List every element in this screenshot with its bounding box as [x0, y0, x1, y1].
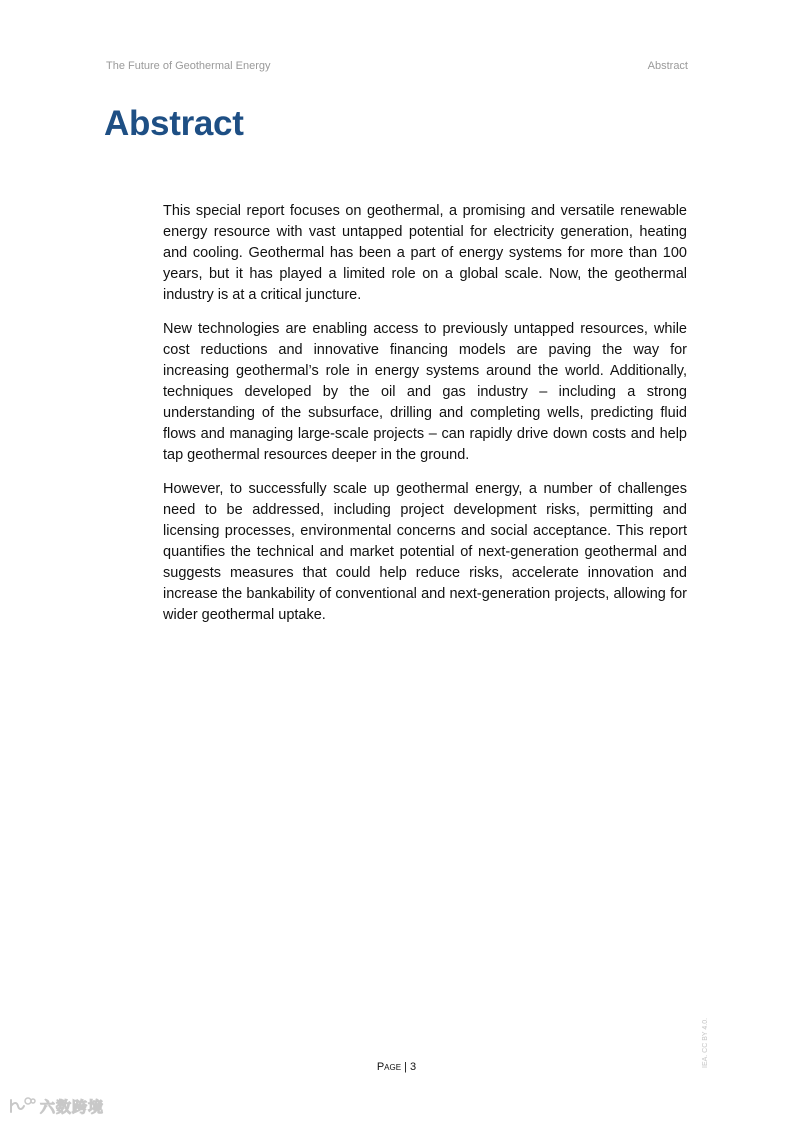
paragraph: New technologies are enabling access to previously untapped resources, while cost reductions and innovative financing models are paving the way for increasing geothermal’s role in energy systems around the world. Additionally, techniques developed by the oil and gas industry – including a strong understanding of the subsurface, drilling and completing wells, predicting fluid flows and managing large-scale projects – can rapidly drive down costs and help tap geothermal resources deeper in the ground. [163, 321, 687, 463]
section-name: Abstract [647, 60, 688, 72]
watermark-text: 六数跨境 [40, 1097, 105, 1116]
license-note: IEA. CC BY 4.0. [702, 1017, 709, 1068]
abstract-body [163, 201, 687, 639]
paragraph: However, to successfully scale up geothermal energy, a number of challenges need to be addressed, including project development risks, permitting and licensing processes, environmental concerns and social acceptance. This report quantifies the technical and market potential of next-generation geothermal and suggests measures that could help reduce risks, accelerate innovation and increase the bankability of conventional and next-generation projects, allowing for wider geothermal uptake. [163, 481, 687, 623]
watermark-logo-icon [8, 1096, 36, 1116]
document-title: The Future of Geothermal Energy [106, 60, 271, 72]
running-header [106, 60, 688, 76]
page-separator: | [404, 1061, 407, 1073]
page-label: Page [376, 1061, 402, 1073]
page-footer [0, 1061, 793, 1073]
page-number: 3 [410, 1061, 417, 1073]
page-title: Abstract [104, 104, 244, 143]
paragraph: This special report focuses on geothermal, a promising and versatile renewable energy resource with vast untapped potential for electricity generation, heating and cooling. Geothermal has been a part of energy systems for more than 100 years, but it has played a limited role on a global scale. Now, the geothermal industry is at a critical juncture. [163, 203, 687, 303]
watermark [8, 1094, 104, 1118]
